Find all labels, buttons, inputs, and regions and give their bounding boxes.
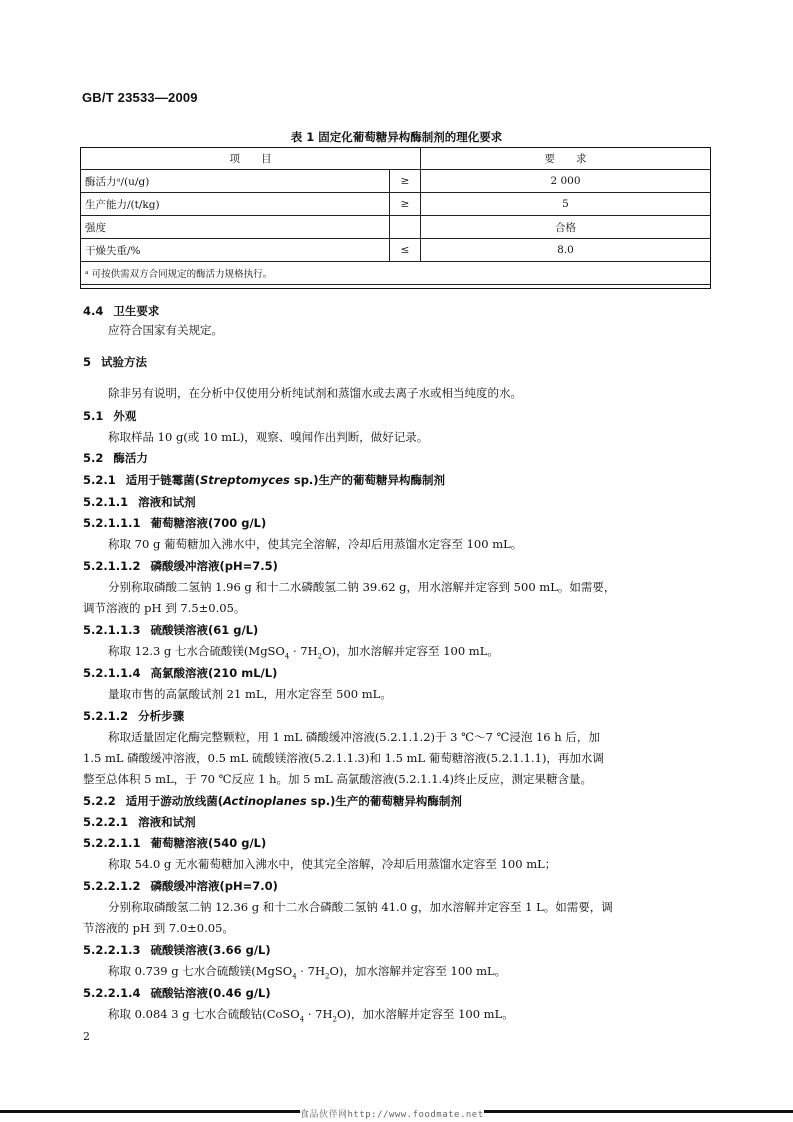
section-heading: 5.2.1.1.1 葡萄糖溶液(700 g/L): [83, 516, 267, 530]
requirements-table: [80, 147, 711, 285]
paragraph: 整至总体积 5 mL，于 70 ℃反应 1 h。加 5 mL 高氯酸溶液(5.2.1.1.4)终止反应，测定果糖含量。: [83, 772, 593, 786]
page-number: 2: [83, 1030, 90, 1043]
row-operator: ≤: [390, 239, 421, 262]
table-row: [81, 193, 711, 216]
table-title: 表 1 固定化葡萄糖异构酶制剂的理化要求: [290, 130, 503, 144]
section-heading: 5.2 酶活力: [83, 451, 148, 465]
paragraph: 分别称取磷酸氢二钠 12.36 g 和十二水合磷酸二氢钠 41.0 g，加水溶解并定容至 1 L。如需要，调: [108, 900, 613, 914]
section-heading: 5.2.2.1.1 葡萄糖溶液(540 g/L): [83, 836, 267, 850]
section-heading: 5.2.1.1.3 硫酸镁溶液(61 g/L): [83, 623, 259, 637]
section-heading: 5.2.1.1.4 高氯酸溶液(210 mL/L): [83, 666, 278, 680]
row-value: 合格: [421, 216, 711, 239]
table-row: [81, 216, 711, 239]
section-heading: 5.2.2.1.4 硫酸钴溶液(0.46 g/L): [83, 986, 271, 1000]
row-item: 干燥失重/%: [81, 239, 390, 262]
table-footnote: ᵃ 可按供需双方合同规定的酶活力规格执行。: [81, 262, 711, 285]
paragraph: 称取 12.3 g 七水合硫酸镁(MgSO$_4$ · $7H_2O$)，加水溶解并定容至 100 mL。: [108, 644, 499, 661]
section-heading: 5.2.1 适用于链霉菌(Streptomyces sp.)生产的葡萄糖异构酶制剂: [83, 473, 446, 487]
paragraph: 称取适量固定化酶完整颗粒，用 1 mL 磷酸缓冲溶液(5.2.1.1.2)于 3 ℃～7 ℃浸泡 16 h 后，加: [108, 730, 600, 744]
section-heading: 5.2.2.1 溶液和试剂: [83, 815, 196, 829]
column-header-item: 项 目: [81, 148, 421, 170]
paragraph: 称取样品 10 g(或 10 mL)，观察、嗅闻作出判断，做好记录。: [108, 430, 429, 444]
paragraph: 量取市售的高氯酸试剂 21 mL，用水定容至 500 mL。: [108, 687, 392, 701]
paragraph: 1.5 mL 磷酸缓冲溶液，0.5 mL 硫酸镁溶液(5.2.1.1.3)和 1.5 mL 葡萄糖溶液(5.2.1.1.1)，再加水调: [83, 751, 604, 765]
row-item: 生产能力/(t/kg): [81, 193, 390, 216]
paragraph: 称取 0.084 3 g 七水合硫酸钴(CoSO$_4$ · $7H_2O$)，加水溶解并定容至 100 mL。: [108, 1007, 514, 1024]
section-heading: 5.2.1.2 分析步骤: [83, 709, 185, 723]
column-header-requirement: 要 求: [421, 148, 711, 170]
paragraph: 除非另有说明，在分析中仅使用分析纯试剂和蒸馏水或去离子水或相当纯度的水。: [108, 386, 522, 400]
paragraph: 节溶液的 pH 到 7.0±0.05。: [83, 921, 234, 935]
footer-watermark: 食品伙伴网http://www.foodmate.net: [300, 1107, 484, 1120]
section-heading: 5.2.2.1.3 硫酸镁溶液(3.66 g/L): [83, 943, 271, 957]
standard-code: GB/T 23533—2009: [82, 90, 198, 105]
row-value: 8.0: [421, 239, 711, 262]
paragraph: 称取 54.0 g 无水葡萄糖加入沸水中，使其完全溶解，冷却后用蒸馏水定容至 100 mL；: [108, 857, 557, 871]
paragraph: 称取 70 g 葡萄糖加入沸水中，使其完全溶解，冷却后用蒸馏水定容至 100 mL。: [108, 537, 523, 551]
row-value: 2 000: [421, 170, 711, 193]
row-item: 强度: [81, 216, 390, 239]
table-row: [81, 170, 711, 193]
paragraph: 应符合国家有关规定。: [108, 323, 223, 337]
table-row: [81, 239, 711, 262]
row-item: 酶活力ᵃ/(u/g): [81, 170, 390, 193]
section-heading: 5.1 外观: [83, 409, 137, 423]
paragraph: 分别称取磷酸二氢钠 1.96 g 和十二水磷酸氢二钠 39.62 g，用水溶解并定容到 500 mL。如需要，: [108, 580, 616, 594]
paragraph: 调节溶液的 pH 到 7.5±0.05。: [83, 601, 246, 615]
table-header-row: [81, 148, 711, 170]
section-heading: 5.2.2 适用于游动放线菌(Actinoplanes sp.)生产的葡萄糖异构酶制剂: [83, 794, 462, 808]
section-heading: 5.2.1.1.2 磷酸缓冲溶液(pH=7.5): [83, 559, 278, 573]
paragraph: 称取 0.739 g 七水合硫酸镁(MgSO$_4$ · $7H_2O$)，加水溶解并定容至 100 mL。: [108, 964, 507, 981]
row-operator: ≥: [390, 170, 421, 193]
section-heading: 5 试验方法: [83, 355, 148, 369]
section-heading: 4.4 卫生要求: [83, 304, 160, 318]
section-heading: 5.2.1.1 溶液和试剂: [83, 495, 196, 509]
table-note-row: [81, 262, 711, 285]
section-heading: 5.2.2.1.2 磷酸缓冲溶液(pH=7.0): [83, 879, 278, 893]
row-value: 5: [421, 193, 711, 216]
row-operator: ≥: [390, 193, 421, 216]
row-operator: [390, 216, 421, 239]
